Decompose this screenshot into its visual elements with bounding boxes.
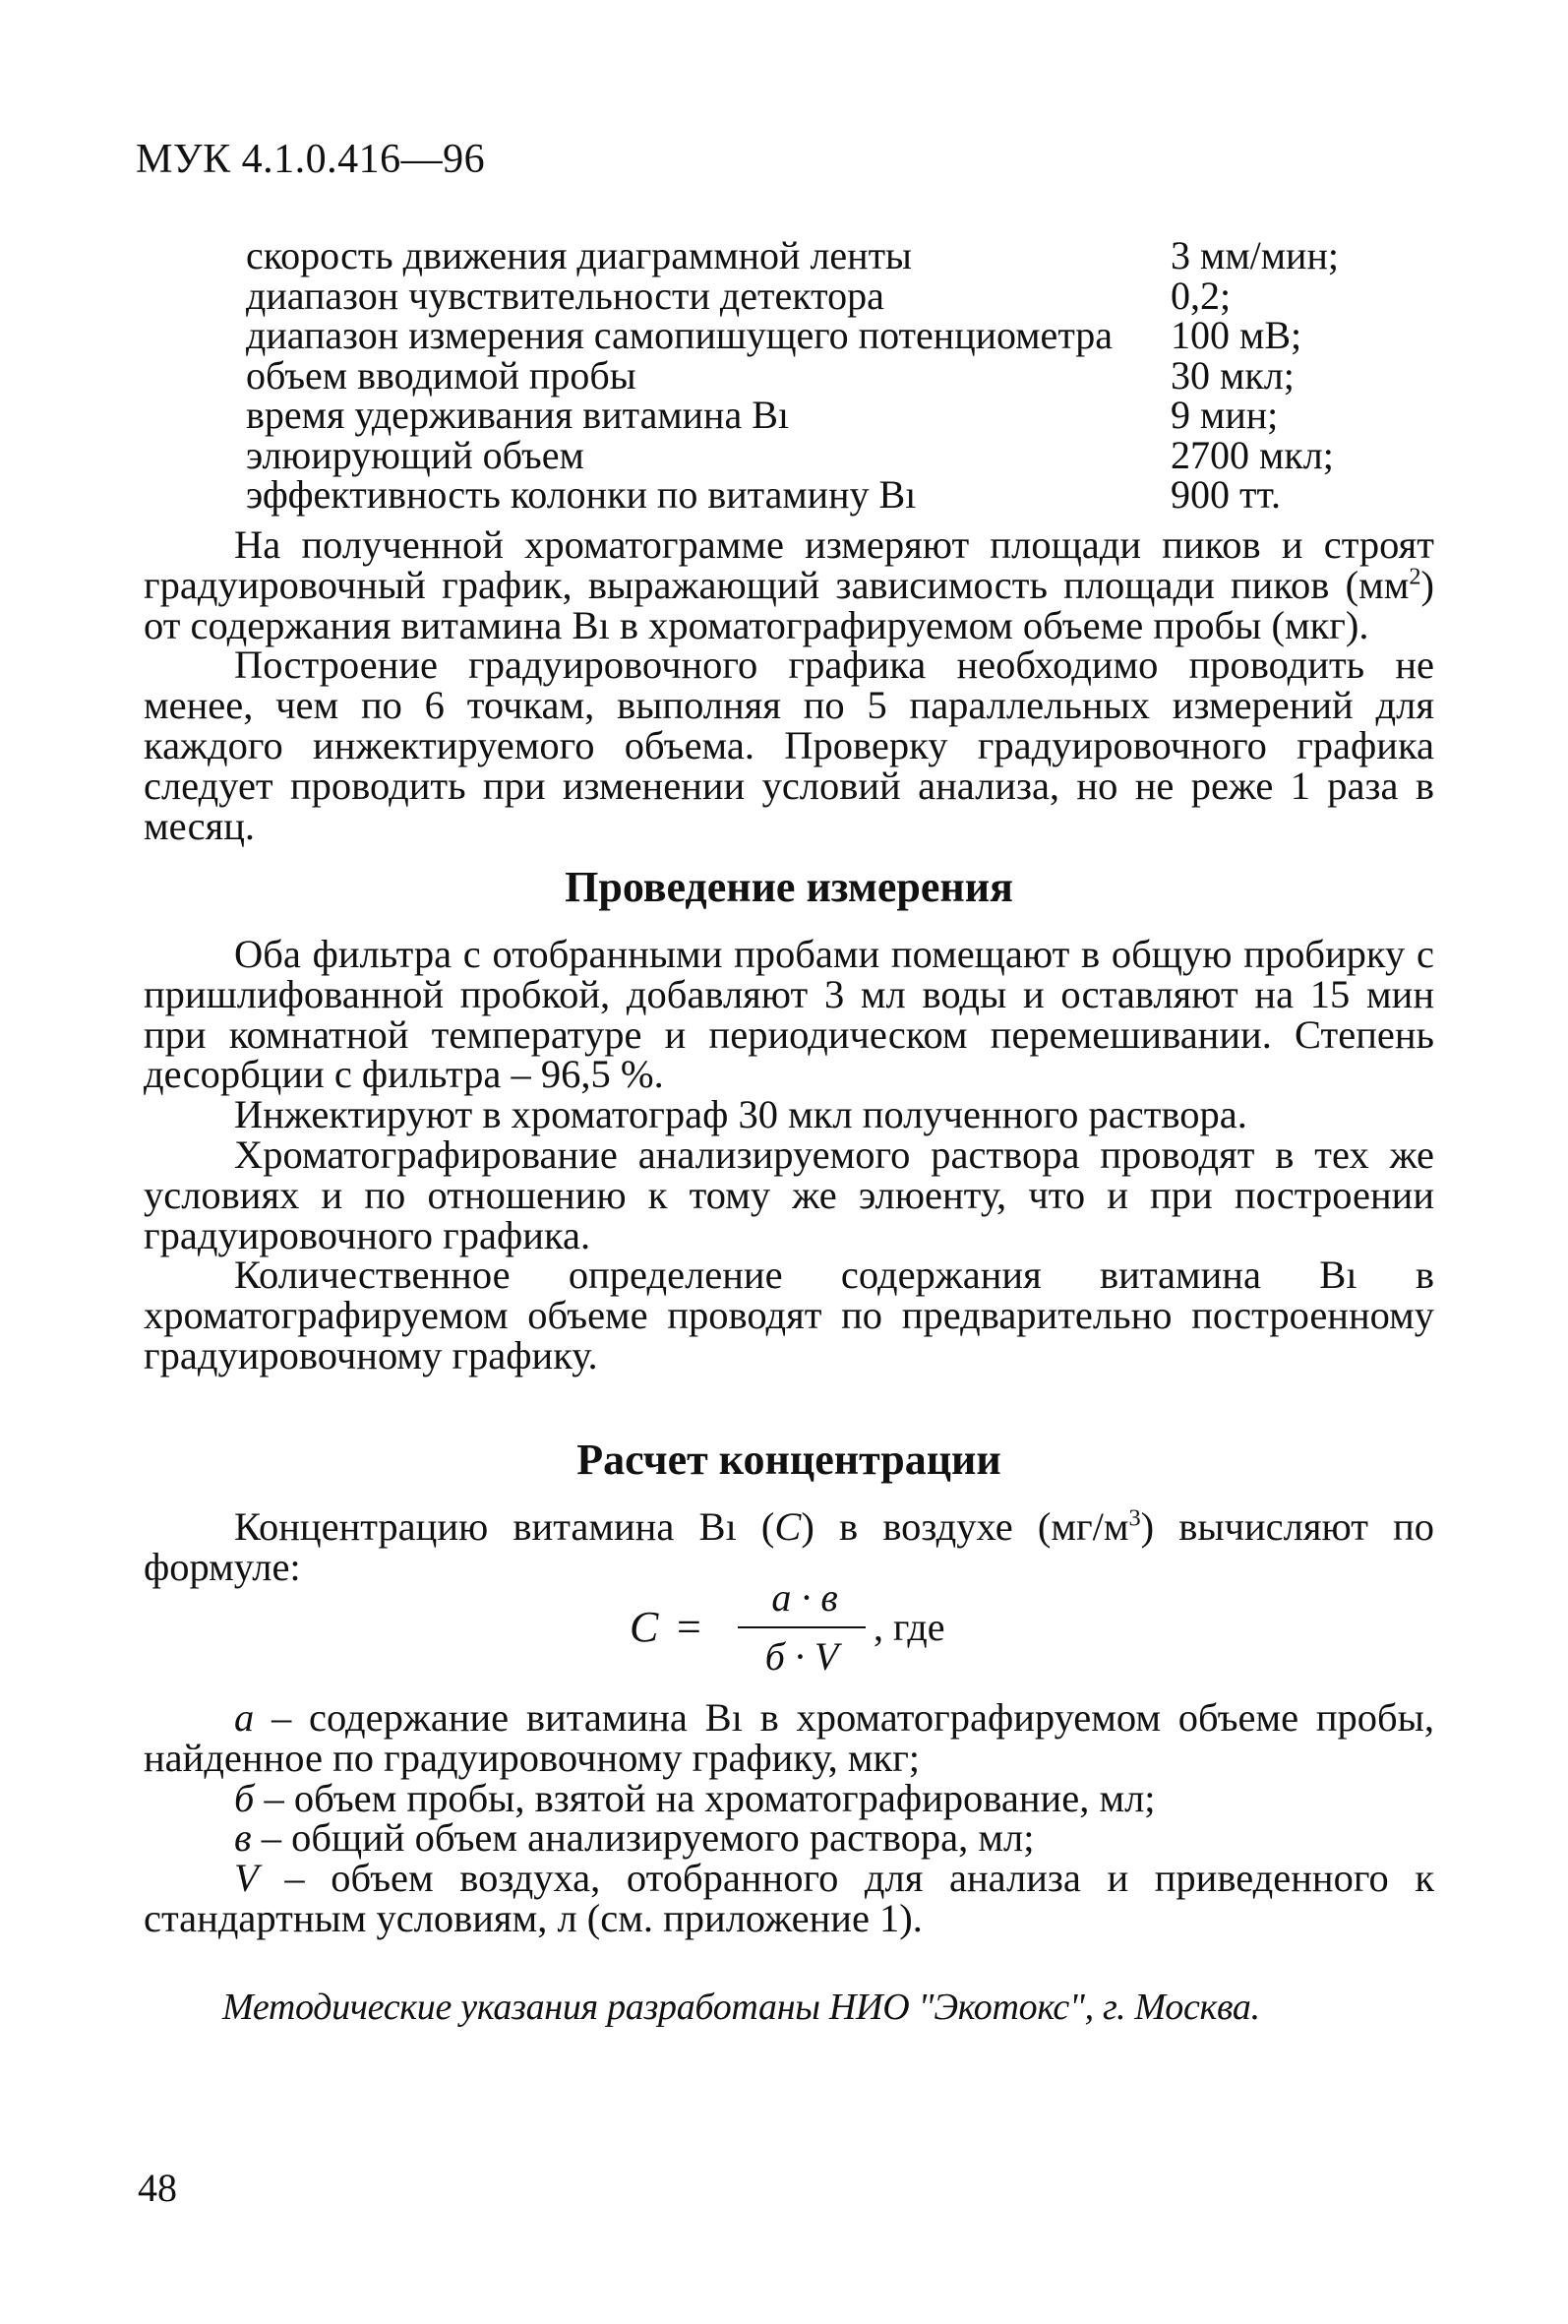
definition-a	[144, 1695, 1434, 1780]
fraction-bar	[738, 1626, 866, 1628]
parameter-value: 3 мм/мин;	[1171, 233, 1339, 277]
parameter-row	[246, 472, 1436, 517]
definition-b	[144, 1775, 1434, 1820]
formula-denominator: б · V	[764, 1634, 839, 1679]
calc-intro-text-3: ) вычисляют по формуле:	[144, 1504, 1434, 1589]
parameter-value: 900 тт.	[1171, 472, 1281, 517]
measurement-text	[144, 932, 1434, 1377]
parameter-row	[246, 313, 1436, 357]
parameter-name: диапазон измерения самопишущего потенциометра	[246, 313, 1114, 357]
formula-lhs: C	[630, 1603, 659, 1651]
parameter-name: скорость движения диаграммной ленты	[246, 233, 912, 277]
measurement-paragraph-4: Количественное определение содержания витамина Bı в хроматографируемом объеме проводят по предварительно построенному градуировочному графику.	[144, 1253, 1434, 1377]
definition-text: – общий объем анализируемого раствора, мл;	[251, 1815, 1035, 1861]
parameter-value: 30 мкл;	[1171, 352, 1295, 398]
definition-text: – объем пробы, взятой на хроматографирование, мл;	[254, 1775, 1156, 1820]
definition-text: – объем воздуха, отобранного для анализа и приведенного к стандартным условиям, л (см. приложение 1).	[144, 1856, 1434, 1940]
concentration-formula	[630, 1574, 1023, 1682]
parameter-value: 100 мВ;	[1171, 313, 1302, 357]
section-heading-calculation: Расчет концентрации	[576, 1436, 1001, 1484]
variable-definitions	[144, 1695, 1434, 1940]
measurement-paragraph-3: Хроматографирование анализируемого раствора проводят в тех же условиях и по отношению к тому же элюенту, что и при построении градуировочного графика.	[144, 1131, 1434, 1257]
calc-intro-text: Концентрацию витамина Bı (	[234, 1504, 775, 1549]
measurement-paragraph-1: Оба фильтра с отобранными пробами помещают в общую пробирку с пришлифованной пробкой, добавляют 3 мл воды и оставляют на 15 мин при комнатной температуре и периодическом перемешивании. Степень десорбции с фильтра – 96,5 %.	[144, 932, 1434, 1097]
intro-text	[144, 522, 1434, 848]
calc-intro-text-2: ) в воздухе (мг/м	[801, 1504, 1129, 1549]
symbol-a: a	[234, 1695, 255, 1740]
section-heading-measurement: Проведение измерения	[565, 863, 1013, 911]
parameter-value: 0,2;	[1171, 273, 1232, 318]
superscript: 2	[1409, 563, 1421, 590]
definition-v	[144, 1815, 1434, 1861]
parameter-row	[246, 432, 1436, 477]
definition-text: – содержание витамина Bı в хроматографируемом объеме пробы, найденное по градуировочному графику, мкг;	[144, 1695, 1434, 1780]
parameter-row	[246, 352, 1436, 398]
formula-equals: =	[677, 1603, 701, 1651]
parameter-name: время удерживания витамина Bı	[246, 393, 789, 437]
parameter-row	[246, 273, 1436, 318]
symbol-c: C	[774, 1504, 802, 1549]
intro-p1-text-end: ) от содержания витамина Bı в хроматографируемом объеме пробы (мкг).	[144, 562, 1434, 647]
formula-where: , где	[874, 1605, 945, 1649]
intro-p1-text: На полученной хроматограмме измеряют площади пиков и строят градуировочный график, выражающий зависимость площади пиков (мм	[144, 522, 1434, 607]
superscript: 3	[1128, 1504, 1141, 1532]
parameter-row	[246, 393, 1436, 437]
parameter-list	[246, 233, 1436, 517]
parameter-value: 9 мин;	[1171, 393, 1279, 437]
formula-numerator: a · в	[771, 1575, 838, 1620]
symbol-b: б	[234, 1775, 255, 1820]
parameter-name: диапазон чувствительности детектора	[246, 273, 884, 318]
developer-note: Методические указания разработаны НИО "Экотокс", г. Москва.	[222, 1987, 1260, 2028]
parameter-row	[246, 233, 1436, 277]
intro-paragraph-2: Построение градуировочного графика необходимо проводить не менее, чем по 6 точкам, выполняя по 5 параллельных измерений для каждого инжектируемого объема. Проверку градуировочного графика следует проводить при изменении условий анализа, но не реже 1 раза в месяц.	[144, 642, 1434, 848]
symbol-volume: V	[234, 1856, 259, 1901]
intro-paragraph-1	[144, 522, 1434, 647]
parameter-name: объем вводимой пробы	[246, 352, 636, 398]
document-id-header: МУК 4.1.0.416—96	[136, 137, 486, 182]
measurement-paragraph-2: Инжектируют в хроматограф 30 мкл полученного раствора.	[234, 1092, 1247, 1137]
parameter-value: 2700 мкл;	[1171, 432, 1334, 477]
definition-volume	[144, 1856, 1434, 1940]
parameter-name: элюирующий объем	[246, 432, 584, 477]
symbol-v: в	[234, 1815, 252, 1861]
parameter-name: эффективность колонки по витамину Bı	[246, 472, 917, 517]
page-number: 48	[138, 2166, 177, 2210]
